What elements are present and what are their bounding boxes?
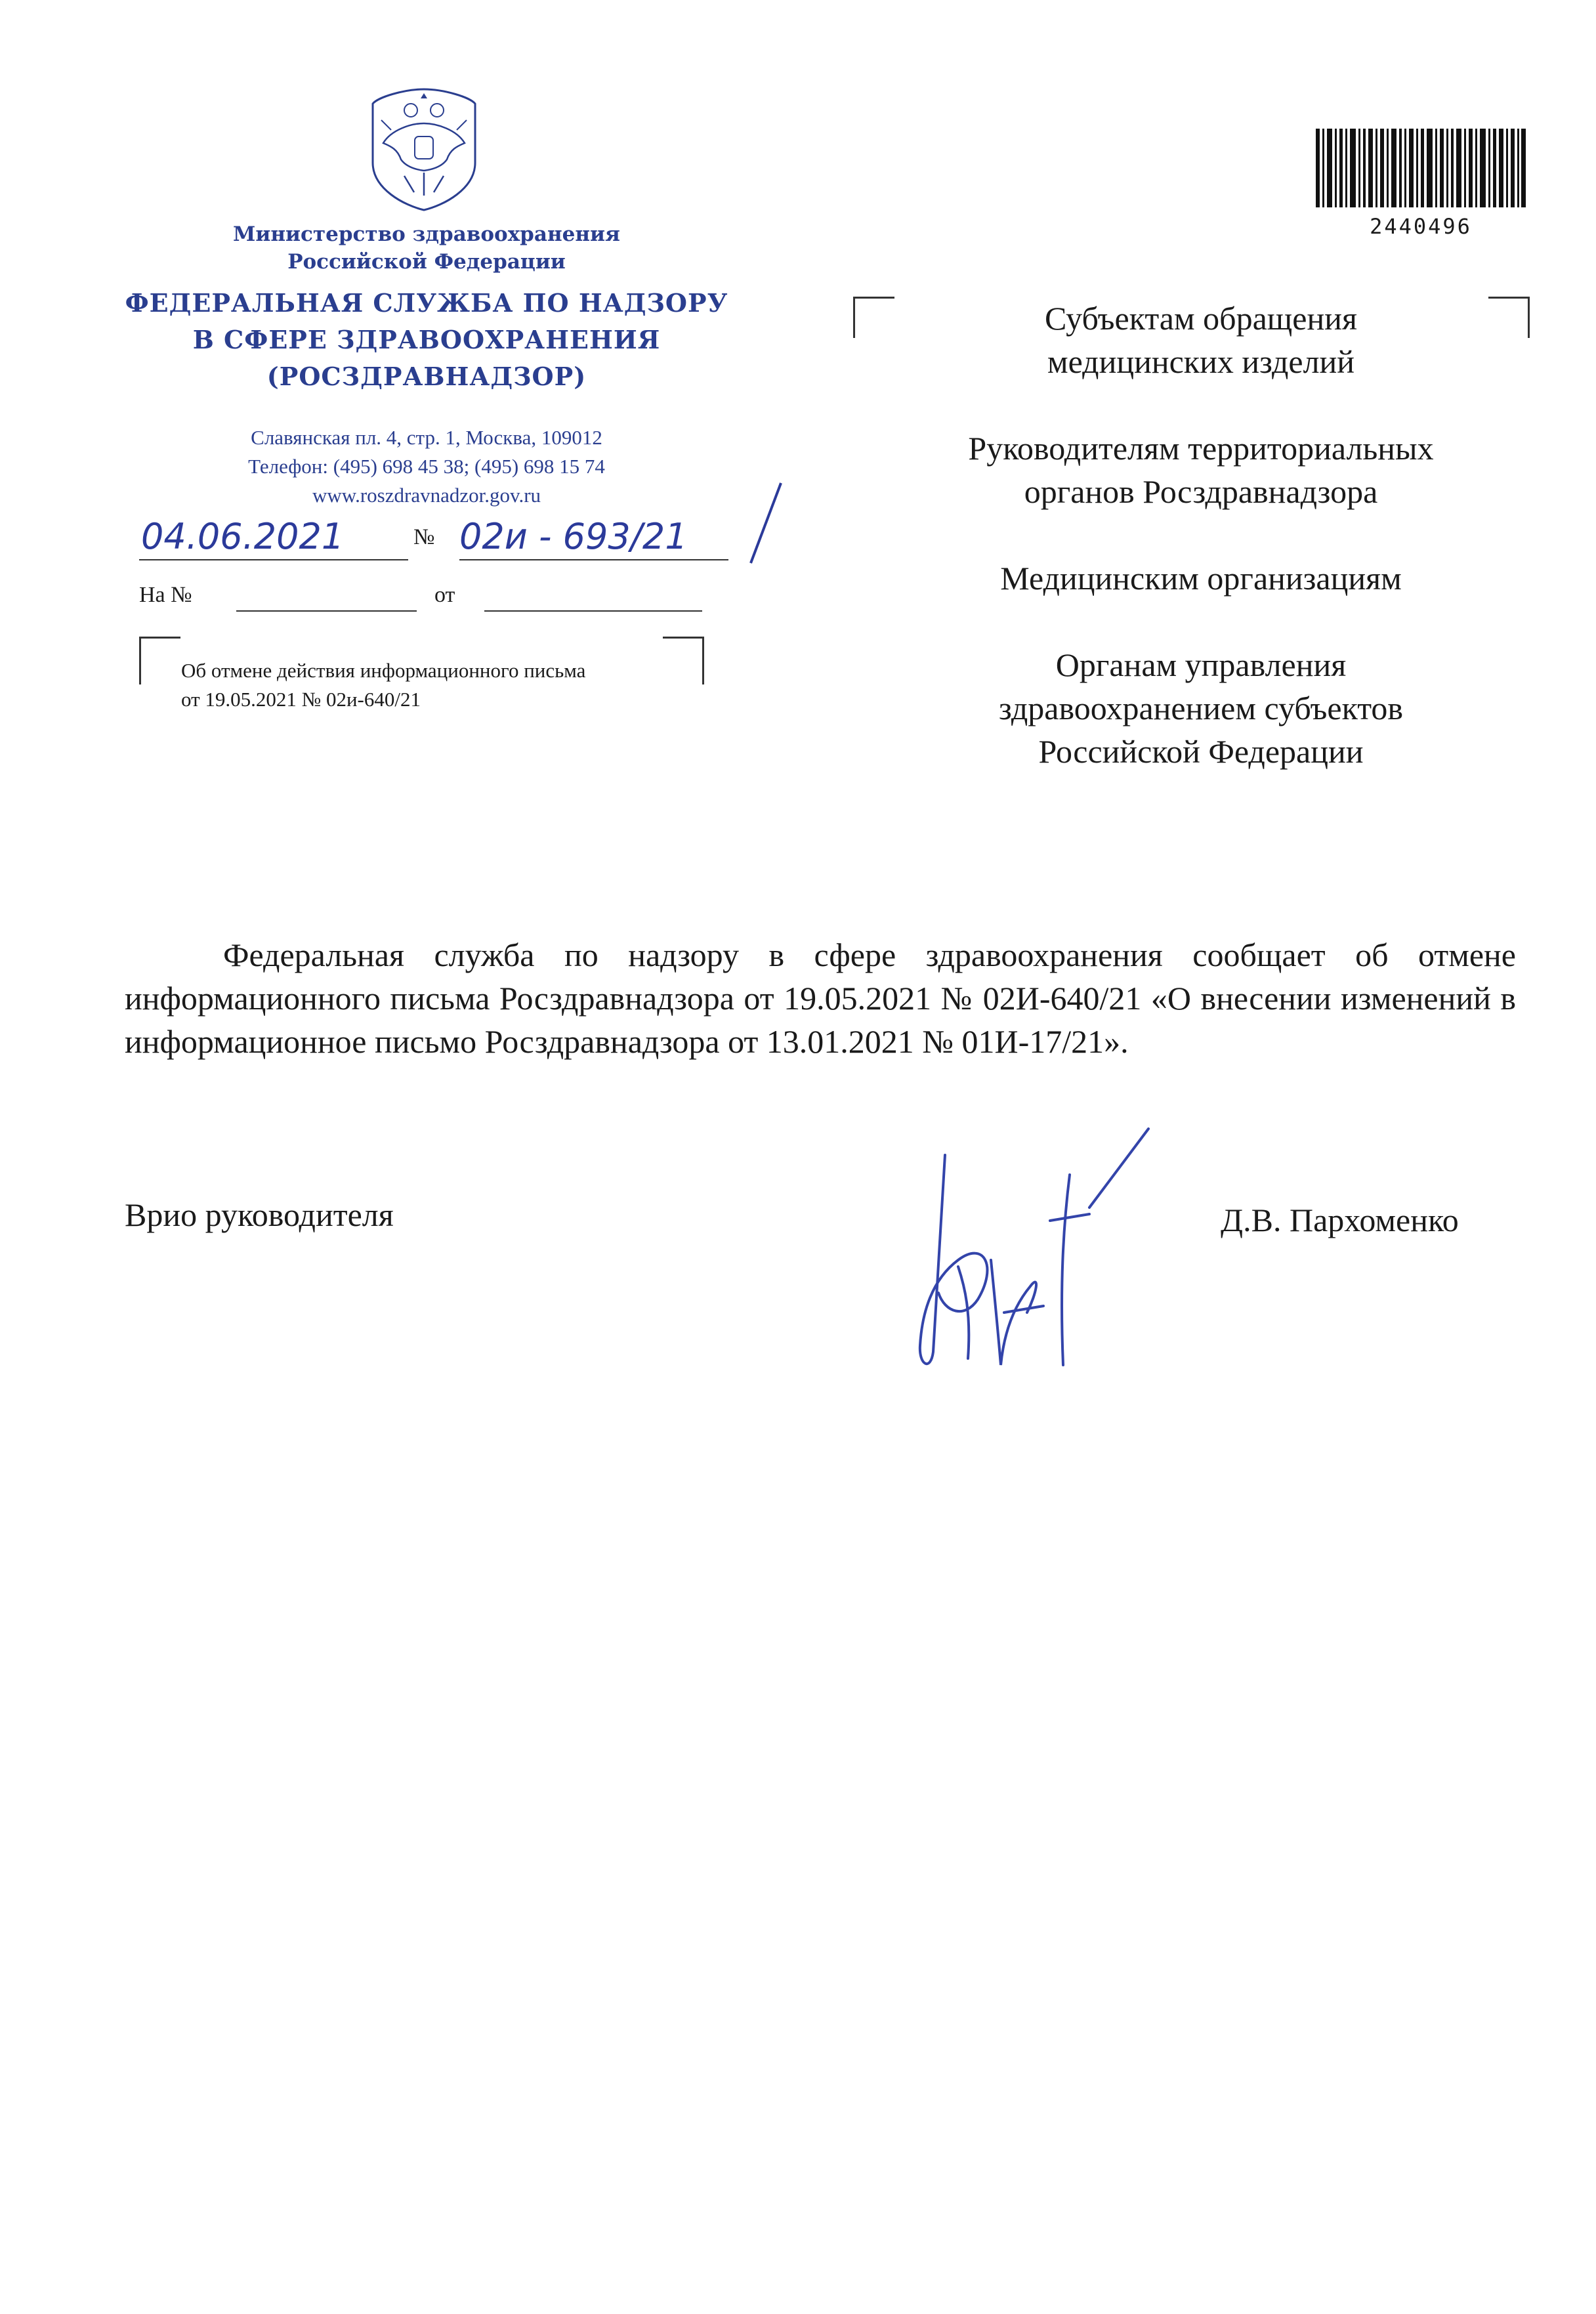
service-line-1: ФЕДЕРАЛЬНАЯ СЛУЖБА ПО НАДЗОРУ	[125, 288, 728, 318]
phone-line: Телефон: (495) 698 45 38; (495) 698 15 74	[248, 455, 605, 478]
recipient-line: Органам управления	[1055, 646, 1347, 683]
letter-body: Федеральная служба по надзору в сфере здравоохранения сообщает об отмене информационного письма Росздравнадзора от 19.05.2021 № 02И-640/21 «О внесении изменений в информационное письмо Росздравнадзора от 13.01.2021 № 01И-17/21».	[125, 936, 1516, 1060]
recipient-line: медицинских изделий	[1047, 343, 1355, 380]
recipient-group	[873, 427, 1529, 513]
registration-number: 02и - 693/21	[459, 516, 688, 557]
coat-of-arms-emblem	[365, 84, 483, 213]
address-line: Славянская пл. 4, стр. 1, Москва, 109012	[251, 426, 602, 449]
service-name	[98, 285, 755, 395]
subject-line-2: от 19.05.2021 № 02и-640/21	[181, 688, 421, 711]
recipient-group	[873, 557, 1529, 600]
service-line-3: (РОСЗДРАВНАДЗОР)	[266, 362, 587, 391]
signatory-title: Врио руководителя	[125, 1196, 394, 1233]
signatory-name: Д.В. Пархоменко	[1221, 1202, 1459, 1238]
recipient-line: Медицинским организациям	[1000, 560, 1402, 597]
handwritten-signature	[873, 1116, 1155, 1391]
subject-corner-left	[139, 637, 180, 684]
service-line-2: В СФЕРЕ ЗДРАВООХРАНЕНИЯ	[192, 325, 661, 354]
website-line: www.roszdravnadzor.gov.ru	[312, 484, 541, 507]
recipient-group	[873, 297, 1529, 383]
recipient-line: здравоохранением субъектов	[998, 690, 1404, 726]
recipient-line: органов Росздравнадзора	[1024, 473, 1378, 510]
ministry-line-2: Российской Федерации	[287, 250, 566, 274]
registration-number-sign: №	[413, 525, 435, 549]
ministry-line-1: Министерство здравоохранения	[233, 222, 620, 246]
ministry-name	[164, 221, 689, 276]
subject-line	[181, 656, 706, 714]
recipient-line: Субъектам обращения	[1045, 300, 1357, 337]
recipient-line: Российской Федерации	[1038, 733, 1364, 770]
registration-date: 04.06.2021	[141, 516, 345, 557]
recipient-group	[873, 643, 1529, 773]
recipients-list	[873, 297, 1529, 816]
subject-line-1: Об отмене действия информационного письма	[181, 659, 586, 682]
barcode-number: 2440496	[1370, 214, 1472, 239]
recipient-line: Руководителям территориальных	[968, 430, 1434, 467]
address-block	[164, 423, 689, 510]
reference-from-label: от	[434, 583, 455, 607]
reference-label: На №	[139, 583, 192, 607]
number-slash-stroke	[742, 480, 794, 566]
barcode	[1316, 129, 1526, 207]
